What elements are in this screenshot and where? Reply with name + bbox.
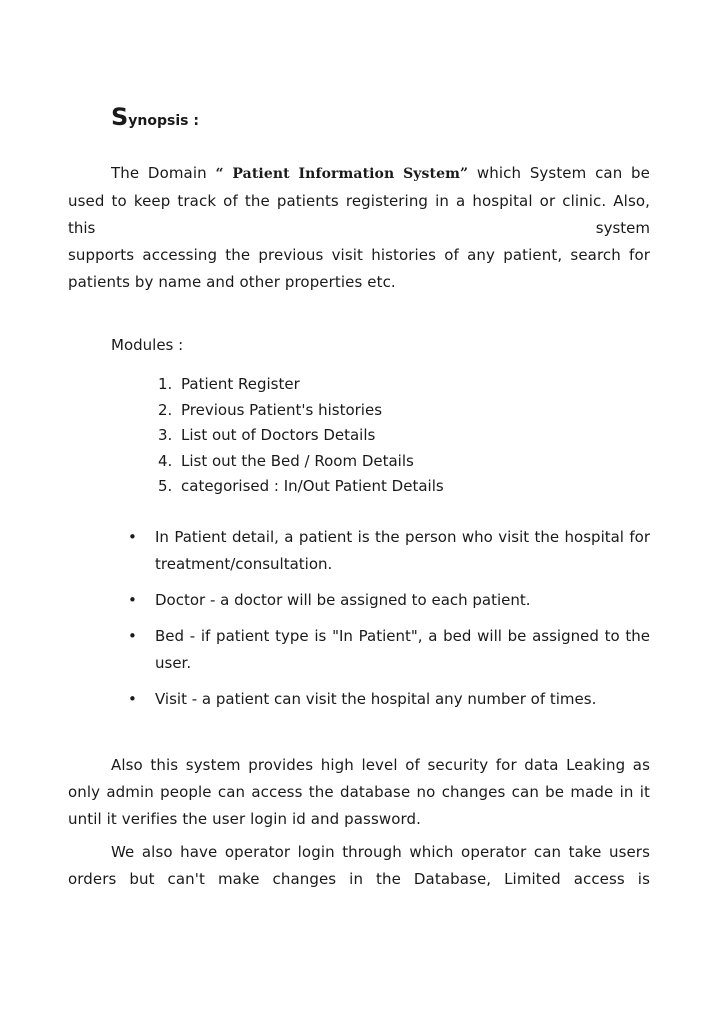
synopsis-paragraph: [68, 160, 650, 296]
bullet-text: Doctor - a doctor will be assigned to each patient.: [155, 590, 531, 609]
synopsis-line-3: [68, 215, 650, 242]
modules-list: [68, 372, 650, 500]
module-item: 3. List out of Doctors Details: [158, 423, 650, 449]
bullet-icon: •: [128, 626, 137, 645]
bullet-icon: •: [128, 689, 137, 708]
bullet-icon: •: [128, 590, 137, 609]
module-item: 4. List out the Bed / Room Details: [158, 449, 650, 475]
bullet-item: [128, 524, 650, 578]
module-label: List out the Bed / Room Details: [181, 451, 414, 470]
domain-line1-tail: which System can be: [468, 164, 650, 182]
module-label: List out of Doctors Details: [181, 426, 376, 444]
synopsis-line-2: used to keep track of the patients registering in a hospital or clinic. Also,: [68, 192, 650, 210]
document-content: [68, 100, 650, 893]
bullet-text: In Patient detail, a patient is the person who visit the hospital for treatment/consultation.: [155, 527, 650, 573]
bullet-item: [128, 686, 650, 713]
synopsis-line-1: [68, 160, 650, 188]
details-bullet-list: [68, 524, 650, 713]
synopsis-line-4: supports accessing the previous visit histories of any patient, search for patients by name and other properties etc.: [68, 246, 650, 291]
bullet-text: Bed - if patient type is "In Patient", a bed will be assigned to the user.: [155, 626, 650, 672]
synopsis-line-3-left: this: [68, 219, 96, 237]
synopsis-heading-initial: S: [111, 103, 129, 131]
bullet-icon: •: [128, 527, 137, 546]
module-item: 2. Previous Patient's histories: [158, 398, 650, 424]
bullet-item: [128, 587, 650, 614]
synopsis-line-3-right: system: [595, 219, 650, 237]
module-item: 5. categorised : In/Out Patient Details: [158, 474, 650, 500]
synopsis-heading: [111, 100, 650, 134]
bullet-text: Visit - a patient can visit the hospital any number of times.: [155, 689, 597, 708]
module-item: 1. Patient Register: [158, 372, 650, 398]
module-label: categorised : In/Out Patient Details: [181, 477, 444, 495]
modules-label: Modules :: [111, 336, 184, 354]
domain-lead-text: The Domain: [111, 164, 216, 182]
synopsis-heading-rest: ynopsis :: [128, 113, 199, 129]
domain-name: “ Patient Information System”: [215, 166, 469, 182]
module-label: Previous Patient's histories: [181, 400, 383, 419]
module-label: Patient Register: [181, 375, 300, 393]
operator-paragraph: We also have operator login through which operator can take users orders but can't make changes in the Database, Limited access is: [68, 842, 650, 888]
security-paragraph: Also this system provides high level of security for data Leaking as only admin people can access the database no changes can be made in it until it verifies the user login id and password.: [68, 755, 650, 828]
bullet-item: [128, 623, 650, 677]
